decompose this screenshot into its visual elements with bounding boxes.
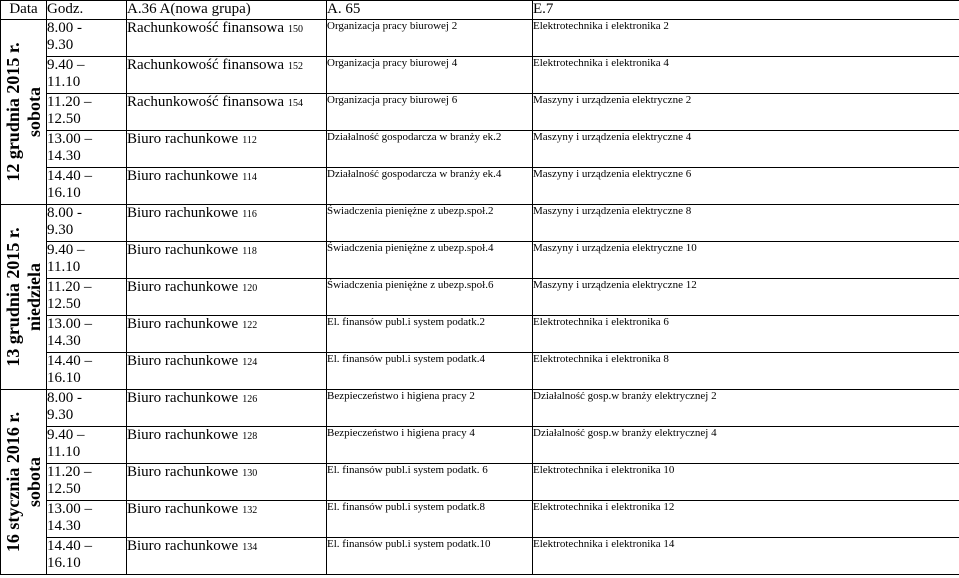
subject-name: Biuro rachunkowe [127,205,239,221]
room-number: 154 [288,98,304,109]
day-label [3,412,45,552]
time-start: 8.00 - [47,20,82,36]
subject-cell [127,242,327,279]
table-row [1,131,959,168]
time-cell [47,205,127,242]
time-cell [47,131,127,168]
time-start: 14.40 – [47,353,92,369]
day-date: 12 grudnia 2015 r. [2,42,23,182]
subject-cell [127,168,327,205]
time-end: 14.30 [47,148,81,164]
time-end: 11.10 [47,74,81,90]
room-number: 128 [242,431,258,442]
day-cell [1,20,47,205]
subject-name: Biuro rachunkowe [127,464,239,480]
group-e7-cell: Elektrotechnika i elektronika 4 [533,57,959,94]
time-end: 14.30 [47,333,81,349]
time-cell [47,20,127,57]
subject-cell [127,427,327,464]
time-end: 16.10 [47,555,81,571]
room-number: 126 [242,394,258,405]
time-start: 14.40 – [47,538,92,554]
subject-cell [127,464,327,501]
day-date: 13 grudnia 2015 r. [2,227,23,367]
group-e7-cell: Maszyny i urządzenia elektryczne 12 [533,279,959,316]
day-label [3,42,45,181]
header-row [1,1,959,20]
room-number: 116 [242,209,257,220]
room-number: 132 [242,505,258,516]
subject-cell [127,501,327,538]
time-end: 9.30 [47,407,74,423]
group-a65-cell: Świadczenia pieniężne z ubezp.społ.6 [327,279,533,316]
time-start: 13.00 – [47,316,92,332]
time-start: 9.40 – [47,57,85,73]
time-end: 9.30 [47,37,74,53]
group-a65-cell: Działalność gospodarcza w branży ek.2 [327,131,533,168]
group-e7-cell: Maszyny i urządzenia elektryczne 6 [533,168,959,205]
day-cell [1,205,47,390]
subject-cell [127,205,327,242]
subject-name: Rachunkowość finansowa [127,20,285,36]
group-a65-cell: Organizacja pracy biurowej 6 [327,94,533,131]
time-end: 12.50 [47,481,81,497]
subject-cell [127,390,327,427]
day-date: 16 stycznia 2016 r. [2,411,23,553]
time-start: 9.40 – [47,242,85,258]
subject-name: Biuro rachunkowe [127,501,239,517]
day-label [3,227,45,366]
subject-name: Rachunkowość finansowa [127,57,285,73]
time-start: 8.00 - [47,390,82,406]
group-a65-cell: El. finansów publ.i system podatk. 6 [327,464,533,501]
subject-name: Biuro rachunkowe [127,538,239,554]
time-cell [47,94,127,131]
group-e7-cell: Elektrotechnika i elektronika 14 [533,538,959,575]
room-number: 114 [242,172,257,183]
time-end: 11.10 [47,444,81,460]
time-end: 9.30 [47,222,74,238]
table-row [1,20,959,57]
time-end: 11.10 [47,259,81,275]
time-cell [47,427,127,464]
subject-name: Biuro rachunkowe [127,353,239,369]
subject-name: Biuro rachunkowe [127,242,239,258]
group-a65-cell: El. finansów publ.i system podatk.2 [327,316,533,353]
group-a65-cell: El. finansów publ.i system podatk.10 [327,538,533,575]
subject-cell [127,94,327,131]
group-a65-cell: El. finansów publ.i system podatk.8 [327,501,533,538]
group-a65-cell: Świadczenia pieniężne z ubezp.społ.4 [327,242,533,279]
time-start: 11.20 – [47,464,92,480]
time-end: 16.10 [47,370,81,386]
group-a65-cell: Organizacja pracy biurowej 4 [327,57,533,94]
table-row [1,168,959,205]
time-cell [47,168,127,205]
table-row [1,57,959,94]
group-e7-cell: Maszyny i urządzenia elektryczne 8 [533,205,959,242]
group-e7-cell: Działalność gosp.w branży elektrycznej 2 [533,390,959,427]
header-group-a65: A. 65 [327,1,533,20]
room-number: 130 [242,468,258,479]
day-weekday: sobota [23,86,44,138]
time-cell [47,464,127,501]
time-cell [47,390,127,427]
subject-cell [127,538,327,575]
group-a65-cell: Organizacja pracy biurowej 2 [327,20,533,57]
time-start: 11.20 – [47,94,92,110]
room-number: 112 [242,135,257,146]
table-row [1,390,959,427]
room-number: 122 [242,320,258,331]
subject-cell [127,20,327,57]
group-a65-cell: Bezpieczeństwo i higiena pracy 2 [327,390,533,427]
time-cell [47,316,127,353]
table-row [1,538,959,575]
time-start: 14.40 – [47,168,92,184]
group-e7-cell: Elektrotechnika i elektronika 10 [533,464,959,501]
time-end: 16.10 [47,185,81,201]
room-number: 150 [288,24,304,35]
header-time: Godz. [47,1,127,20]
time-cell [47,242,127,279]
time-end: 14.30 [47,518,81,534]
day-weekday: niedziela [23,263,44,332]
subject-name: Biuro rachunkowe [127,168,239,184]
group-a65-cell: Działalność gospodarcza w branży ek.4 [327,168,533,205]
header-date: Data [1,1,47,20]
group-e7-cell: Maszyny i urządzenia elektryczne 4 [533,131,959,168]
room-number: 124 [242,357,258,368]
table-row [1,279,959,316]
time-end: 12.50 [47,296,81,312]
table-row [1,94,959,131]
table-row [1,464,959,501]
subject-name: Biuro rachunkowe [127,279,239,295]
subject-cell [127,279,327,316]
subject-name: Biuro rachunkowe [127,316,239,332]
room-number: 134 [242,542,258,553]
group-a65-cell: Świadczenia pieniężne z ubezp.społ.2 [327,205,533,242]
time-cell [47,279,127,316]
time-start: 13.00 – [47,501,92,517]
group-e7-cell: Maszyny i urządzenia elektryczne 2 [533,94,959,131]
table-row [1,205,959,242]
room-number: 120 [242,283,258,294]
time-end: 12.50 [47,111,81,127]
group-e7-cell: Działalność gosp.w branży elektrycznej 4 [533,427,959,464]
subject-cell [127,316,327,353]
table-row [1,501,959,538]
day-weekday: sobota [23,456,44,508]
time-start: 11.20 – [47,279,92,295]
room-number: 152 [288,61,304,72]
subject-name: Rachunkowość finansowa [127,94,285,110]
group-a65-cell: Bezpieczeństwo i higiena pracy 4 [327,427,533,464]
subject-name: Biuro rachunkowe [127,131,239,147]
subject-name: Biuro rachunkowe [127,427,239,443]
time-cell [47,353,127,390]
room-number: 118 [242,246,257,257]
table-row [1,353,959,390]
header-group-a36: A.36 A(nowa grupa) [127,1,327,20]
time-start: 13.00 – [47,131,92,147]
time-cell [47,501,127,538]
subject-cell [127,57,327,94]
header-group-e7: E.7 [533,1,959,20]
schedule-body [1,20,959,575]
time-start: 9.40 – [47,427,85,443]
group-e7-cell: Maszyny i urządzenia elektryczne 10 [533,242,959,279]
table-row [1,427,959,464]
time-cell [47,538,127,575]
time-cell [47,57,127,94]
group-e7-cell: Elektrotechnika i elektronika 12 [533,501,959,538]
table-row [1,316,959,353]
subject-cell [127,131,327,168]
group-e7-cell: Elektrotechnika i elektronika 6 [533,316,959,353]
group-e7-cell: Elektrotechnika i elektronika 2 [533,20,959,57]
subject-name: Biuro rachunkowe [127,390,239,406]
time-start: 8.00 - [47,205,82,221]
subject-cell [127,353,327,390]
group-e7-cell: Elektrotechnika i elektronika 8 [533,353,959,390]
table-row [1,242,959,279]
group-a65-cell: El. finansów publ.i system podatk.4 [327,353,533,390]
day-cell [1,390,47,575]
